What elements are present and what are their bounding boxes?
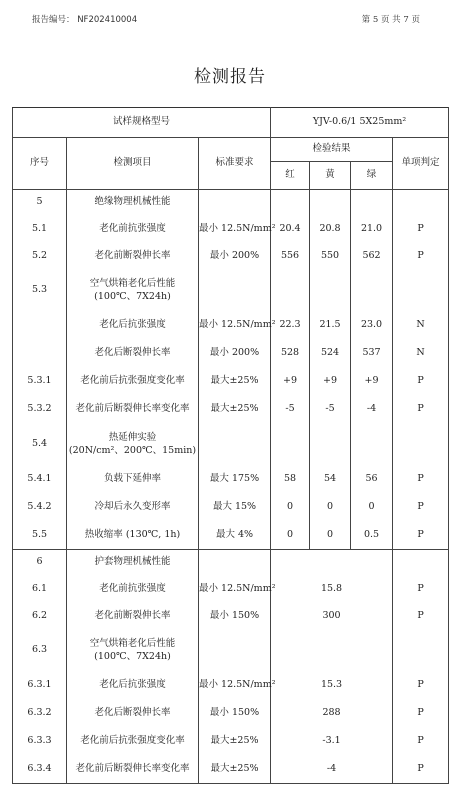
row-result-yellow: 550 (310, 244, 351, 270)
row-result-yellow: 0 (310, 494, 351, 522)
row-verdict: P (393, 396, 449, 424)
row-result-green (351, 270, 393, 312)
row-standard: 最小 12.5N/mm² (199, 576, 271, 604)
row-item-label: 老化前断裂伸长率 (94, 610, 171, 622)
row-item (67, 190, 199, 216)
row-result-merged: -4 (271, 756, 393, 784)
row-item-label: 老化后抗张强度 (99, 319, 166, 331)
row-item-label: 护套物理机械性能 (94, 556, 171, 568)
row-item-label: 热延伸实验 (108, 431, 157, 443)
row-item-label: 空气烘箱老化后性能 (89, 277, 176, 289)
row-item (67, 550, 199, 576)
row-verdict (393, 424, 449, 466)
row-item (67, 424, 199, 466)
table-row (13, 728, 449, 756)
table-row (13, 630, 449, 672)
row-verdict: P (393, 604, 449, 630)
row-verdict (393, 270, 449, 312)
row-standard (199, 630, 271, 672)
row-number: 5.4.1 (13, 466, 67, 494)
report-title: 检测报告 (194, 67, 266, 87)
spec-value: YJV-0.6/1 5X25mm² (271, 108, 449, 138)
row-item-condition: (100℃、7X24h) (94, 650, 171, 662)
row-item (67, 630, 199, 672)
row-standard: 最大 175% (199, 466, 271, 494)
row-item (67, 672, 199, 700)
row-number (13, 312, 67, 340)
table-row (13, 494, 449, 522)
col-yellow-header: 黄 (310, 162, 351, 190)
row-standard (199, 190, 271, 216)
row-verdict: P (393, 216, 449, 244)
row-number: 5 (13, 190, 67, 216)
col-item-header: 检测项目 (67, 138, 199, 190)
row-number: 6.2 (13, 604, 67, 630)
row-item (67, 368, 199, 396)
row-result-green: 537 (351, 340, 393, 368)
page-info: 第 5 页 共 7 页 (361, 15, 420, 25)
row-standard: 最小 12.5N/mm² (199, 216, 271, 244)
row-result-yellow: 524 (310, 340, 351, 368)
row-result-merged (271, 630, 393, 672)
row-number: 5.2 (13, 244, 67, 270)
row-result-green: 0 (351, 494, 393, 522)
row-result-green: 0.5 (351, 522, 393, 550)
row-number: 5.5 (13, 522, 67, 550)
row-verdict: P (393, 700, 449, 728)
row-verdict: P (393, 756, 449, 784)
row-standard: 最小 200% (199, 340, 271, 368)
row-result-red: 0 (271, 494, 310, 522)
row-result-green: 56 (351, 466, 393, 494)
row-number: 6.3.1 (13, 672, 67, 700)
row-verdict (393, 550, 449, 576)
row-standard (199, 550, 271, 576)
row-item-label: 老化后断裂伸长率 (94, 347, 171, 359)
table-row (13, 368, 449, 396)
row-standard: 最大 15% (199, 494, 271, 522)
row-item (67, 604, 199, 630)
row-item-label: 热收缩率 (130℃, 1h) (84, 528, 181, 540)
row-result-merged: 15.3 (271, 672, 393, 700)
row-result-merged: 15.8 (271, 576, 393, 604)
row-item-label: 老化前后抗张强度变化率 (80, 735, 185, 747)
table-row (13, 672, 449, 700)
row-standard (199, 424, 271, 466)
table-row (13, 700, 449, 728)
row-number: 6.3.2 (13, 700, 67, 728)
table-row (13, 576, 449, 604)
row-item-label: 绝缘物理机械性能 (94, 196, 171, 208)
row-item-label: 老化前抗张强度 (99, 583, 166, 595)
table-row (13, 244, 449, 270)
row-verdict: N (393, 312, 449, 340)
row-standard: 最大±25% (199, 368, 271, 396)
row-verdict: P (393, 576, 449, 604)
table-row (13, 466, 449, 494)
row-item (67, 576, 199, 604)
row-result-red: 556 (271, 244, 310, 270)
row-result-yellow: 0 (310, 522, 351, 550)
row-standard: 最大±25% (199, 396, 271, 424)
row-result-merged (271, 550, 393, 576)
row-result-yellow (310, 270, 351, 312)
row-item (67, 728, 199, 756)
table-row (13, 396, 449, 424)
row-number: 5.3.2 (13, 396, 67, 424)
row-item-label: 老化前后断裂伸长率变化率 (75, 762, 190, 774)
table-row (13, 216, 449, 244)
row-result-yellow: -5 (310, 396, 351, 424)
col-green-header: 绿 (351, 162, 393, 190)
row-item-label: 老化前断裂伸长率 (94, 250, 171, 262)
row-verdict: P (393, 494, 449, 522)
row-result-green: +9 (351, 368, 393, 396)
row-verdict: P (393, 466, 449, 494)
row-result-green: -4 (351, 396, 393, 424)
row-item-label: 老化前后断裂伸长率变化率 (75, 403, 190, 415)
row-item (67, 522, 199, 550)
row-result-red (271, 270, 310, 312)
col-no-header: 序号 (13, 138, 67, 190)
row-item (67, 396, 199, 424)
row-result-green: 562 (351, 244, 393, 270)
table-row (13, 604, 449, 630)
row-number (13, 340, 67, 368)
spec-label: 试样规格型号 (13, 108, 271, 138)
row-number: 5.1 (13, 216, 67, 244)
row-item (67, 340, 199, 368)
row-result-yellow: +9 (310, 368, 351, 396)
row-result-yellow (310, 190, 351, 216)
row-item-label: 老化前后抗张强度变化率 (80, 375, 185, 387)
row-standard (199, 270, 271, 312)
row-item-label: 空气烘箱老化后性能 (89, 637, 176, 649)
row-item (67, 756, 199, 784)
row-result-green (351, 190, 393, 216)
row-item-condition: (20N/cm²、200℃、15min) (68, 444, 197, 456)
row-item (67, 466, 199, 494)
table-row (13, 190, 449, 216)
row-number: 6.1 (13, 576, 67, 604)
row-item-condition: (100℃、7X24h) (94, 290, 171, 302)
row-number: 5.3.1 (13, 368, 67, 396)
row-verdict (393, 190, 449, 216)
spec-row (13, 108, 449, 138)
col-verdict-header: 单项判定 (393, 138, 449, 190)
row-result-green (351, 424, 393, 466)
row-number: 6.3 (13, 630, 67, 672)
row-item-label: 负载下延伸率 (103, 473, 161, 485)
row-item (67, 700, 199, 728)
row-standard: 最小 200% (199, 244, 271, 270)
row-standard: 最大±25% (199, 728, 271, 756)
row-standard: 最大±25% (199, 756, 271, 784)
row-verdict: P (393, 244, 449, 270)
row-result-red (271, 190, 310, 216)
row-number: 6.3.3 (13, 728, 67, 756)
test-results-table (12, 107, 449, 784)
row-number: 6 (13, 550, 67, 576)
row-number: 5.4.2 (13, 494, 67, 522)
row-result-red: +9 (271, 368, 310, 396)
row-verdict: P (393, 368, 449, 396)
row-result-merged: 288 (271, 700, 393, 728)
table-row (13, 424, 449, 466)
table-row (13, 756, 449, 784)
col-red-header: 红 (271, 162, 310, 190)
row-result-red: 20.4 (271, 216, 310, 244)
row-result-red: 528 (271, 340, 310, 368)
table-row (13, 550, 449, 576)
row-verdict: P (393, 728, 449, 756)
report-number: 报告编号： NF202410004 (32, 15, 138, 25)
col-result-header: 检验结果 (271, 138, 393, 162)
header-row-1 (13, 138, 449, 162)
table-row (13, 340, 449, 368)
row-result-green: 21.0 (351, 216, 393, 244)
row-item-label: 老化前抗张强度 (99, 223, 166, 235)
row-result-yellow: 54 (310, 466, 351, 494)
row-result-yellow: 20.8 (310, 216, 351, 244)
row-number: 5.3 (13, 270, 67, 312)
row-item (67, 244, 199, 270)
row-verdict: P (393, 672, 449, 700)
row-result-yellow: 21.5 (310, 312, 351, 340)
table-row (13, 522, 449, 550)
row-result-red: 58 (271, 466, 310, 494)
row-item (67, 270, 199, 312)
table-row (13, 312, 449, 340)
table-row (13, 270, 449, 312)
row-result-merged: -3.1 (271, 728, 393, 756)
row-standard: 最小 12.5N/mm² (199, 672, 271, 700)
row-item (67, 312, 199, 340)
row-number: 6.3.4 (13, 756, 67, 784)
row-item (67, 494, 199, 522)
row-standard: 最小 150% (199, 700, 271, 728)
row-standard: 最大 4% (199, 522, 271, 550)
row-item (67, 216, 199, 244)
row-verdict: N (393, 340, 449, 368)
row-result-merged: 300 (271, 604, 393, 630)
row-result-red: 0 (271, 522, 310, 550)
row-result-yellow (310, 424, 351, 466)
row-item-label: 老化后抗张强度 (99, 679, 166, 691)
row-item-label: 冷却后永久变形率 (94, 501, 171, 513)
row-number: 5.4 (13, 424, 67, 466)
row-standard: 最小 150% (199, 604, 271, 630)
row-standard: 最小 12.5N/mm² (199, 312, 271, 340)
row-verdict (393, 630, 449, 672)
col-standard-header: 标准要求 (199, 138, 271, 190)
row-verdict: P (393, 522, 449, 550)
row-result-red (271, 424, 310, 466)
row-result-red: 22.3 (271, 312, 310, 340)
row-result-red: -5 (271, 396, 310, 424)
row-item-label: 老化后断裂伸长率 (94, 707, 171, 719)
row-result-green: 23.0 (351, 312, 393, 340)
